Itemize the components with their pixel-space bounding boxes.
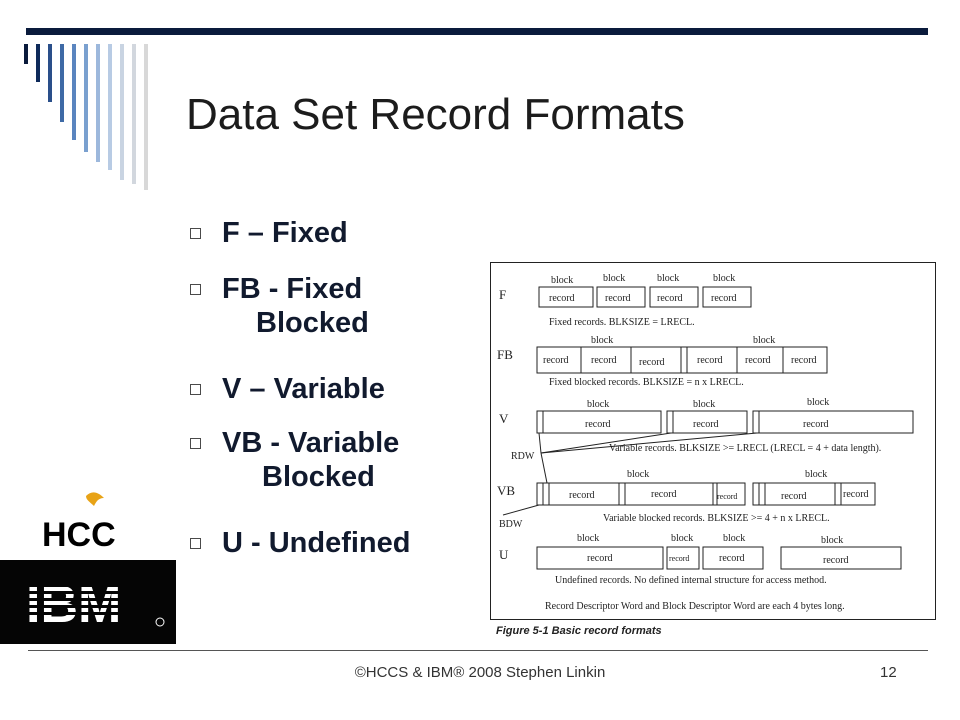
note-undefined: Undefined records. No defined internal structure for access method. [555, 575, 827, 586]
note-descriptor-words: Record Descriptor Word and Block Descriptor Word are each 4 bytes long. [545, 601, 845, 612]
record-label: record [843, 489, 869, 500]
record-label: record [651, 489, 677, 500]
record-label: record [605, 293, 631, 304]
block-label: block [713, 273, 736, 284]
page-number: 12 [880, 664, 897, 681]
record-label: record [669, 554, 690, 563]
slide-title: Data Set Record Formats [186, 90, 685, 139]
block-label: block [753, 335, 776, 346]
hcc-logo [40, 490, 150, 550]
block-label: block [591, 335, 614, 346]
record-label: record [711, 293, 737, 304]
record-label: record [591, 355, 617, 366]
registered-mark-icon [156, 618, 164, 626]
record-label: record [585, 419, 611, 430]
square-bullet-icon [190, 284, 201, 295]
svg-text:HCC: HCC [42, 516, 116, 550]
footer-text: ©HCCS & IBM® 2008 Stephen Linkin [354, 664, 606, 681]
block-label: block [693, 399, 716, 410]
record-label: record [717, 492, 738, 501]
block-label: block [627, 469, 650, 480]
note-variable-blocked: Variable blocked records. BLKSIZE >= 4 + n x LRECL. [603, 513, 830, 524]
record-label: record [543, 355, 569, 366]
record-label: record [823, 555, 849, 566]
block-label: block [657, 273, 680, 284]
note-fixed: Fixed records. BLKSIZE = LRECL. [549, 317, 695, 328]
figure-caption: Figure 5-1 Basic record formats [496, 625, 662, 637]
bdw-label: BDW [499, 519, 523, 530]
record-label: record [639, 357, 665, 368]
block-label: block [805, 469, 828, 480]
record-label: record [657, 293, 683, 304]
ibm-logo [0, 560, 176, 644]
block-label: block [587, 399, 610, 410]
record-label: record [587, 553, 613, 564]
square-bullet-icon [190, 438, 201, 449]
block-label: block [723, 533, 746, 544]
row-label-u: U [499, 547, 509, 562]
record-label: record [693, 419, 719, 430]
block-label: block [577, 533, 600, 544]
square-bullet-icon [190, 538, 201, 549]
note-variable: Variable records. BLKSIZE >= LRECL (LRECL = 4 + data length). [609, 443, 882, 454]
record-label: record [719, 553, 745, 564]
bird-icon [86, 492, 104, 506]
block-label: block [551, 275, 574, 286]
block-label: block [671, 533, 694, 544]
row-label-v: V [499, 411, 509, 426]
rdw-label: RDW [511, 451, 535, 462]
record-label: record [781, 491, 807, 502]
decorative-stripes [24, 44, 164, 194]
block-label: block [603, 273, 626, 284]
record-label: record [803, 419, 829, 430]
footer-rule [28, 650, 928, 651]
record-label: record [791, 355, 817, 366]
top-rule [26, 28, 928, 35]
block-label: block [807, 397, 830, 408]
row-label-vb: VB [497, 483, 516, 498]
record-label: record [569, 490, 595, 501]
record-label: record [745, 355, 771, 366]
block-label: block [821, 535, 844, 546]
row-label-f: F [499, 287, 507, 302]
row-label-fb: FB [497, 347, 513, 362]
record-label: record [697, 355, 723, 366]
note-fixed-blocked: Fixed blocked records. BLKSIZE = n x LRECL. [549, 377, 744, 388]
square-bullet-icon [190, 384, 201, 395]
square-bullet-icon [190, 228, 201, 239]
record-format-figure [490, 262, 936, 620]
record-label: record [549, 293, 575, 304]
